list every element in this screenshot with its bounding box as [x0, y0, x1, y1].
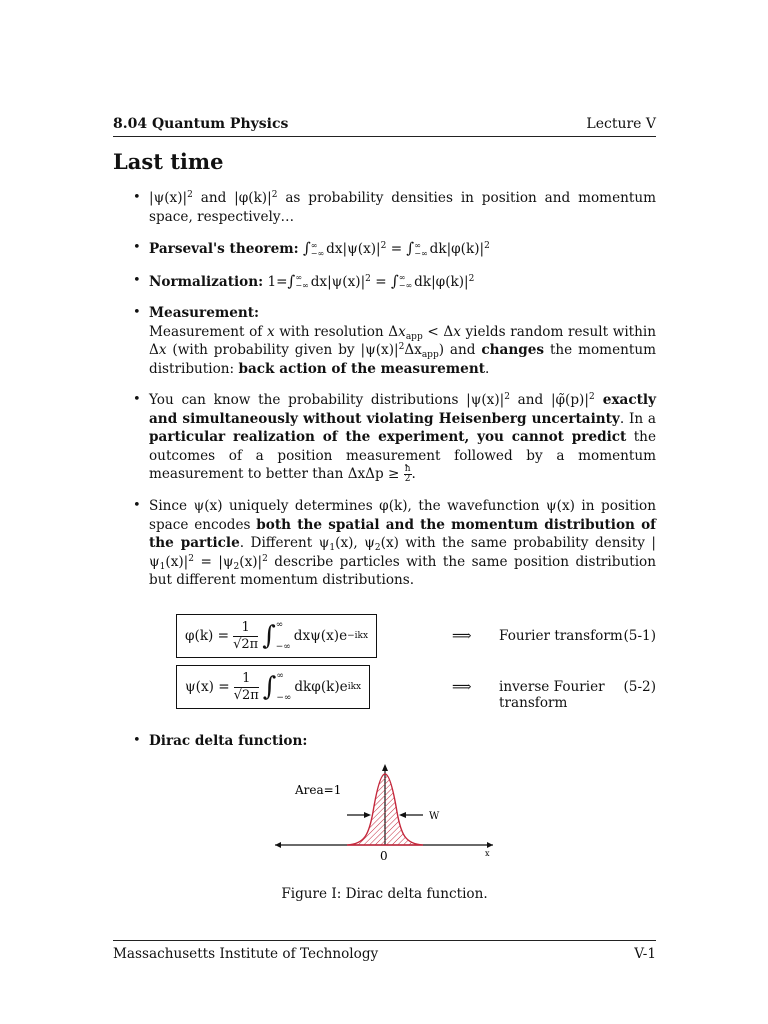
bullet-dirac [113, 732, 656, 751]
text: the outcomes of a position measurement followed by a momentum measurement to better than [149, 429, 656, 482]
sup: 2 [484, 241, 490, 251]
integral-limits [276, 614, 291, 658]
measurement-label: Measurement: [149, 305, 260, 321]
text: = [370, 273, 391, 290]
normalization-label: Normalization: [149, 273, 264, 290]
bold-text: particular realization of the experiment, you cannot predict [149, 429, 627, 445]
integral-sign: ∫ [262, 672, 277, 702]
text: (x)| [239, 553, 263, 570]
bullet-measurement [113, 304, 656, 378]
denominator: √2π [233, 687, 259, 703]
sup: 2 [187, 190, 193, 200]
integral-sign: ∫ [262, 621, 276, 651]
axis-label: x [485, 849, 490, 858]
integrand: dxψ(x)e [293, 628, 348, 644]
var: x [266, 323, 275, 340]
equation-inverse-fourier [176, 665, 656, 711]
eq-lhs: φ(k) = [185, 628, 230, 644]
dirac-label: Dirac delta function: [149, 733, 308, 749]
numerator: ħ [404, 464, 411, 474]
lower: −∞ [310, 248, 325, 258]
bold-text: changes [481, 342, 545, 358]
sup: 2 [468, 273, 475, 284]
text: . Different ψ [239, 535, 330, 551]
numerator: 1 [233, 620, 258, 637]
var: x [158, 342, 167, 358]
course-title: 8.04 Quantum Physics [113, 116, 289, 132]
bold-text: exactly and simultaneously without violating Heisenberg uncertainty [149, 392, 656, 427]
text: (x)| [165, 553, 189, 570]
equation-box: ψ(x) = $\frac{1}{√2\pi}$ ∫ ∞ −∞ dkφ(k)e ikx [176, 665, 370, 709]
formula: dx|ψ(x)| [310, 273, 366, 290]
sup: 2 [262, 553, 268, 564]
text: (with probability given by |ψ(x)| [166, 342, 399, 358]
institution: Massachusetts Institute of Technology [113, 946, 379, 962]
text: describe particles with the same position distribution but different momentum distributions. [149, 553, 656, 588]
formula: dk|φ(k)| [429, 241, 485, 257]
text: and [192, 190, 235, 206]
upper: ∞ [414, 240, 421, 250]
integral-limits [295, 274, 308, 290]
integral-sign: ∫ [406, 239, 415, 257]
text: = [386, 241, 407, 257]
implies-arrow: ⟹ [452, 628, 472, 644]
integral-limits [311, 242, 324, 258]
page-header [113, 114, 656, 137]
denominator: √2π [233, 636, 259, 652]
bold-text: both the spatial and the momentum distribution of the particle [149, 516, 656, 551]
text: and |φ̃(p)| [509, 392, 589, 408]
implies-arrow: ⟹ [452, 679, 472, 695]
sub: 2 [374, 543, 381, 553]
lower: −∞ [276, 693, 292, 703]
width-arrowhead-left [364, 812, 371, 818]
sup: 2 [188, 553, 194, 564]
text: You can know the probability distributions |ψ(x)| [149, 392, 505, 408]
text: as probability densities in position and momentum space, respectively… [149, 190, 656, 225]
phi-abs: |φ(k)| [234, 190, 272, 206]
equation-fourier [176, 614, 656, 660]
page-number: V-1 [634, 946, 656, 962]
text: ) and [438, 342, 482, 358]
sub: 2 [233, 561, 240, 572]
text: with resolution Δ [274, 323, 399, 340]
integral-limits [414, 242, 427, 258]
lecture-label: Lecture V [586, 116, 656, 132]
upper: ∞ [398, 273, 406, 282]
x-axis-arrow-right [487, 842, 493, 848]
bullet-densities [113, 189, 656, 226]
lower: −∞ [414, 248, 428, 258]
eq-description: inverse Fourier transform [499, 679, 605, 711]
sub: app [421, 350, 439, 360]
text: Δx [404, 342, 422, 358]
text: yields random result within Δ [149, 323, 657, 358]
section-title: Last time [113, 149, 224, 174]
text: Measurement of [149, 323, 267, 340]
sub: 1 [329, 543, 336, 553]
hbar-fraction [404, 465, 412, 484]
lower: −∞ [295, 281, 309, 290]
upper: ∞ [276, 671, 284, 681]
text: < Δ [422, 323, 454, 340]
text: 1= [267, 273, 288, 290]
bold-text: back action of the measurement [238, 360, 485, 377]
upper: ∞ [295, 273, 302, 282]
text: the momentum distribution: [149, 342, 656, 377]
eq-fraction [233, 620, 258, 653]
upper: ∞ [310, 240, 318, 250]
dirac-delta-figure [273, 760, 503, 870]
text: (x) with the same probability density |ψ [149, 535, 656, 570]
numerator: 1 [234, 671, 259, 688]
denominator: 2 [404, 474, 411, 484]
sup: 2 [398, 342, 405, 352]
x-axis-arrow-left [275, 842, 281, 848]
bullet-since [113, 497, 656, 590]
eq-lhs: ψ(x) = [185, 679, 230, 695]
page-footer [113, 940, 656, 965]
equation-box: φ(k) = $\frac{1}{√2\pi}$ ∫ ∞ −∞ dxψ(x)e −ikx [176, 614, 377, 658]
sub: 1 [159, 561, 166, 572]
width-label: W [429, 811, 440, 822]
integral-sign: ∫ [390, 271, 399, 290]
text: Since ψ(x) uniquely determines φ(k), the wavefunction ψ(x) in position space encodes [149, 498, 656, 533]
sub: app [405, 331, 423, 342]
lower: −∞ [398, 281, 413, 290]
figure-caption: Figure I: Dirac delta function. [281, 886, 488, 902]
bullet-list-2 [113, 732, 656, 751]
text: ΔxΔp ≥ [347, 466, 404, 482]
eq-fraction [234, 671, 259, 704]
eq-number: (5-2) [623, 679, 656, 695]
text: . [411, 466, 416, 482]
text: . In a [619, 410, 656, 427]
bullet-know [113, 391, 656, 484]
text: = |ψ [194, 553, 234, 570]
upper: ∞ [275, 620, 284, 630]
psi-abs: |ψ(x)| [149, 190, 188, 206]
sup: 2 [271, 190, 278, 200]
text: . [484, 360, 490, 377]
formula: dk|φ(k)| [414, 273, 469, 290]
integral-sign: ∫ [302, 239, 311, 257]
sup: 2 [380, 241, 387, 251]
var: x [453, 323, 461, 340]
var: x [398, 323, 406, 340]
text: (x), ψ [335, 535, 375, 551]
eq-number: (5-1) [623, 628, 656, 644]
integral-limits [276, 665, 291, 709]
eq-description: Fourier transform [499, 628, 623, 644]
bullet-normalization [113, 272, 656, 292]
sup: 2 [588, 392, 595, 402]
parseval-label: Parseval's theorem: [149, 241, 299, 257]
integral-sign: ∫ [287, 271, 296, 290]
lower: −∞ [275, 642, 291, 652]
bullet-list [113, 189, 656, 590]
integral-limits [399, 274, 412, 290]
bullet-parseval [113, 239, 656, 259]
formula: dx|ψ(x)| [326, 241, 381, 257]
y-axis-arrow [382, 764, 388, 771]
width-arrowhead-right [399, 812, 406, 818]
integrand: dkφ(k)e [294, 679, 348, 695]
sup: 2 [504, 392, 510, 402]
sup: 2 [365, 273, 371, 284]
area-label: Area=1 [295, 783, 342, 797]
delta-peak [347, 774, 423, 845]
origin-label: 0 [380, 849, 388, 863]
